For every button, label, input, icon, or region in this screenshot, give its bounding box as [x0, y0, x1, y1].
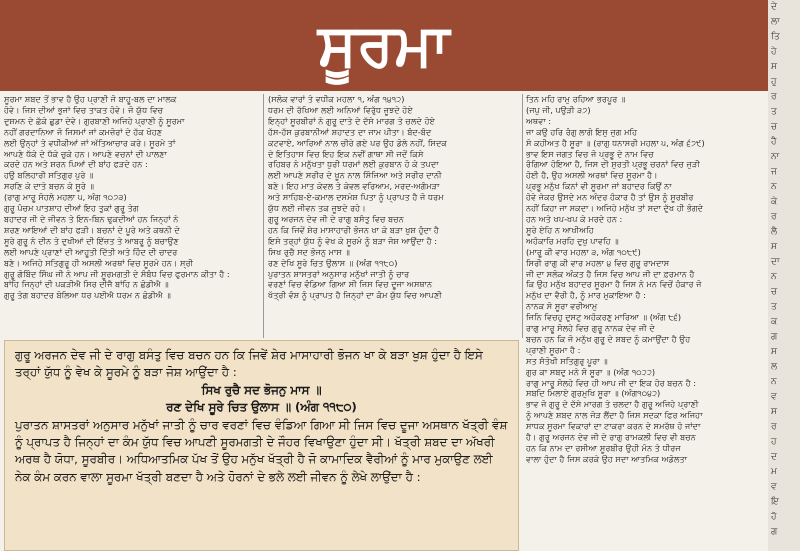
- text-line: ਨੂੰ ਆਪਣੇ ਸ਼ਬਦ ਨਾਲ ਜੋੜ ਲੈਂਦਾ ਹੈ ਜਿਸ ਸਦਕਾ ਫਿਰ ਅਜਿਹਾ: [526, 410, 703, 421]
- text-line: ਧਰਮ ਦੀ ਰੱਖਿਆ ਲਈ ਅਨਿਆਂ ਵਿਰੁੱਧ ਜੂਝਦੇ ਹੋਏ: [268, 104, 413, 115]
- text-line: ਯੁੱਧ ਲਈ ਜੀਵਨ ਤਕ ਜੂਝਦੇ ਰਹੇ।: [268, 203, 366, 214]
- highlight-paragraph: ਪੁਰਾਤਨ ਸ਼ਾਸਤਰਾਂ ਅਨੁਸਾਰ ਮਨੁੱਖਾਂ ਜਾਤੀ ਨੂੰ ਚਾਰ ਵਰਣਾਂ ਵਿਚ ਵੰਡਿਆ ਗਿਆ ਸੀ ਜਿਸ ਵਿਚ ਦੂਜਾ ਅਸਥਾਨ ਖੱਤ੍ਰੀ ਵੰਸ਼ ਨੂੰ ਪ੍ਰਾਪਤ ਹੈ ਜਿਨ੍ਹਾਂ ਦਾ ਕੰਮ ਯੁੱਧ ਵਿਚ ਆਪਣੀ ਸੂਰਮਗਤੀ ਦੇ ਜੌਹਰ ਵਿਖਾਉਣਾ ਹੁੰਦਾ ਸੀ। ਖੱਤ੍ਰੀ ਸ਼ਬਦ ਦਾ ਅੱਖਰੀ ਅਰਥ ਹੈ ਯੋਧਾ, ਸੂਰਬੀਰ। ਅਧਿਆਤਮਿਕ ਪੱਖ ਤੋਂ ਉਹ ਮਨੁੱਖ ਖੱਤ੍ਰੀ ਹੈ ਜੋ ਕਾਮਾਦਿਕ ਵੈਰੀਆਂ ਨੂੰ ਮਾਰ ਮੁਕਾਉਣ ਲਈ ਨੇਕ ਕੰਮ ਕਰਨ ਵਾਲਾ ਸੂਰਮਾ ਖੱਤ੍ਰੀ ਬਣਦਾ ਹੈ ਅਤੇ ਹੋਰਨਾਂ ਦੇ ਭਲੇ ਲਈ ਜੀਵਨ ਨੂੰ ਲੇਖੇ ਲਾਉਂਦਾ ਹੈ :: [15, 417, 508, 484]
- strip-text: ਤਿ: [771, 32, 780, 42]
- text-line: ਭਾਵ ਜੋ ਗੁਰੂ ਦੇ ਦੱਸੇ ਮਾਰਗ ਤੇ ਚਲਦਾ ਹੈ ਗੁਰੂ ਅਜਿਹੇ ਪ੍ਰਾਣੀ: [526, 399, 699, 410]
- text-line: ਹਨ ਅਤੇ ਖਪ-ਖਪ ਕੇ ਮਰਦੇ ਹਨ :: [526, 213, 623, 224]
- strip-text: ਚ: [771, 287, 778, 297]
- strip-text: ਸ: [771, 347, 777, 357]
- text-line: ਅਤੇ ਸਾਹਿਬ-ਏ-ਕਮਾਲ ਦਸਮੇਸ਼ ਪਿਤਾ ਨੂੰ ਪ੍ਰਾਪਤ ਹੈ ਜੋ ਧਰਮ: [268, 192, 444, 203]
- text-line: ਬਣੇ। ਇਹ ਮਾਤ ਕੇਵਲ ਤੇ ਕੇਵਲ ਵਰਿਆਮ, ਮਰਦ-ਅਗੰਮੜਾ: [268, 181, 440, 192]
- strip-text: ਇ: [771, 497, 779, 507]
- text-line: ਭਾਵ ਇਸ ਜਗਤ ਵਿਚ ਜੋ ਪ੍ਰਭੂ ਦੇ ਨਾਮ ਵਿਚ: [526, 148, 654, 159]
- text-line: ਮਨੁੱਖ ਦਾ ਵੈਰੀ ਹੈ, ਨੂੰ ਮਾਰ ਮੁਕਾਇਆ ਹੈ :: [526, 290, 646, 301]
- text-line: ਨਾਨਕ ਸੋ ਸੂਰਾ ਵਰੀਆਮੁ: [526, 301, 598, 312]
- strip-text: ਹੁ: [771, 77, 777, 87]
- strip-text: ਹੈ: [771, 137, 777, 147]
- strip-text: ਕ: [771, 317, 778, 327]
- text-line: ਸੂਰਮਾ ਸ਼ਬਦ ਤੋਂ ਭਾਵ ਹੈ ਉਹ ਪ੍ਰਾਣੀ ਜੋ ਬਾਹੂ-ਬਲ ਦਾ ਮਾਲਕ: [4, 94, 177, 104]
- strip-text: ਦੇ: [771, 2, 777, 12]
- strip-text: ਦ: [771, 452, 777, 462]
- text-line: ਹਨ ਕਿ ਨਾਮ ਦਾ ਰਸੀਆ ਸੂਰਬੀਰ ਉਹੀ ਮੰਨ ਤੇ ਧੀਰਜ: [526, 443, 681, 453]
- text-line: ਲਈ ਆਪਣੇ ਪ੍ਰਾਣਾਂ ਦੀ ਆਹੂਤੀ ਦਿੱਤੀ ਅਤੇ ਹਿੰਦ ਦੀ ਚਾਦਰ: [4, 246, 178, 257]
- strip-text: ਨ: [771, 272, 777, 282]
- text-line: ਨਹੀਂ ਕਿਹਾ ਜਾ ਸਕਦਾ। ਅਜਿਹੇ ਮਨੁੱਖ ਤਾਂ ਸਦਾ ਦੁੱਖ ਹੀ ਭੋਗਦੇ: [526, 203, 703, 214]
- strip-text: ਤ: [771, 107, 777, 117]
- text-line: ਬਚਨ ਹਨ ਕਿ ਜੋ ਮਨੁੱਖ ਗੁਰੂ ਦੇ ਸ਼ਬਦ ਨੂੰ ਕਮਾਉਂਦਾ ਹੈ ਉਹ: [526, 333, 691, 344]
- text-line: ਰਣ ਦੇਖਿ ਸੂਰੇ ਚਿਤ ਉਲਾਸ ॥ (ਅੰਗ ੧੧੮੦): [268, 257, 398, 268]
- strip-text: ਵ: [771, 482, 777, 492]
- column-divider: [263, 94, 264, 338]
- text-line: ਤਿਨ ਮਹਿ ਰਾਮੁ ਰਹਿਆ ਭਰਪੂਰ ॥: [526, 94, 626, 104]
- strip-text: ਚ: [771, 122, 778, 132]
- text-line: ਸੂਰੇ ਗੁਰੂ ਨੇ ਦੀਨ ਤੇ ਦੁਖੀਆਂ ਦੀ ਇੱਜ਼ਤ ਤੇ ਆਬਰੂ ਨੂੰ ਬਚਾਉਣ: [4, 235, 179, 246]
- text-line: ਬਾਂਹਿ ਜਿਨ੍ਹਾਂ ਦੀ ਪਕੜੀਐ ਸਿਰ ਦੀਜੈ ਬਾਂਹਿ ਨ ਛੋਡੀਐ ॥: [4, 279, 169, 290]
- text-line: ਰਾਗੁ ਮਾਰੂ ਸੋਲਹੇ ਵਿਚ ਗੁਰੂ ਨਾਨਕ ਦੇਵ ਜੀ ਦੇ: [526, 323, 655, 334]
- text-line: ਸ਼ਰਣ ਆਇਆਂ ਦੀ ਬਾਂਹ ਫੜੀ। ਬਚਨਾਂ ਦੇ ਪੂਰੇ ਅਤੇ ਕਥਨੀ ਦੇ: [4, 224, 180, 235]
- text-line: ਜੀ ਦਾ ਸਲੋਕ ਅੰਕਤ ਹੈ ਜਿਸ ਵਿਚ ਆਪ ਜੀ ਦਾ ਫ਼ਰਮਾਨ ਹੈ: [526, 268, 695, 279]
- text-line: ਸਿਖ ਰੁਚੈ ਸਦ ਭੋਜਨੁ ਮਾਸ ॥: [268, 246, 350, 257]
- article-column-2: [268, 94, 518, 344]
- strip-text: ਗ: [771, 332, 778, 342]
- page-title: ਸੂਰਮਾ: [317, 11, 451, 79]
- text-line: ਗੁਰ ਕਾ ਸਬਦੁ ਮਨੇ ਸੋ ਸੂਰਾ ॥ (ਅੰਗ ੧੦੨੨): [526, 366, 656, 377]
- strip-text: ਰ: [771, 212, 777, 222]
- text-line: ਅਹੰਕਾਰਿ ਮਰਹਿ ਦੁਖੁ ਪਾਵਹਿ ॥: [526, 235, 619, 246]
- adjacent-page-strip: [768, 0, 800, 551]
- text-line: ਕਰਦੇ ਹਨ ਅਤੇ ਸ਼ਰਨ ਪਿਆਂ ਦੀ ਬਾਂਹ ਫੜਦੇ ਹਨ :: [4, 159, 148, 170]
- text-line: ਗੁਰੂ ਤੇਗ ਬਹਾਦਰ ਬੋਲਿਆ ਧਰ ਪਈਐ ਧਰਮ ਨ ਛੋਡੀਐ ॥: [4, 290, 171, 301]
- text-line: ਰਾਗੁ ਮਾਰੂ ਸੋਲਹੇ ਵਿਚ ਹੀ ਆਪ ਜੀ ਦਾ ਇਕ ਹੋਰ ਬਚਨ ਹੈ :: [526, 377, 697, 388]
- text-line: ਸਾਧਕ ਸੂਰਮਾ ਵਿਕਾਰਾਂ ਦਾ ਟਾਕਰਾ ਕਰਨ ਦੇ ਸਮਰੱਥ ਹੋ ਜਾਂਦਾ: [526, 421, 701, 432]
- text-line: ਇਨ੍ਹਾਂ ਸੂਰਬੀਰਾਂ ਨੇ ਗੁਰੂ ਦਾਤੇ ਦੇ ਦੱਸੇ ਮਾਰਗ ਤੇ ਚਲਦੇ ਹੋਏ: [268, 115, 435, 126]
- text-line: ਕਿ ਉਹ ਮਨੁੱਖ ਬਹਾਦਰ ਸੂਰਮਾ ਹੈ ਜਿਸ ਨੇ ਮਨ ਵਿਚੋਂ ਹੰਕਾਰ ਜੋ: [526, 279, 702, 290]
- strip-text: ਕੇ: [771, 197, 778, 207]
- strip-text: ਰ: [771, 92, 777, 102]
- strip-text: ਵ: [771, 392, 777, 402]
- text-line: ਪ੍ਰਭੂ ਮਨੁੱਖ ਕਿਨਾਂ ਵੀ ਸੂਰਮਾ ਜਾਂ ਬਹਾਦਰ ਕਿਉਂ ਨਾ: [526, 181, 672, 192]
- text-line: ਸਿਰੀ ਰਾਗੁ ਕੀ ਵਾਰ ਮਹਲਾ ੪ ਵਿਚ ਗੁਰੂ ਰਾਮਦਾਸ: [526, 257, 670, 268]
- text-line: ਗੁਰੂ ਗੋਬਿੰਦ ਸਿੰਘ ਜੀ ਨੇ ਆਪ ਜੀ ਸੂਰਮਗਤੀ ਦੇ ਸੰਬੰਧ ਵਿਚ ਫੁਰਮਾਨ ਕੀਤਾ ਹੈ :: [4, 268, 230, 279]
- text-line: ਸੋ ਕਹੀਅਤ ਹੈ ਸੂਰਾ ॥ (ਰਾਗੁ ਧਨਾਸਰੀ ਮਹਲਾ ੫, ਅੰਗ ੬੭੯): [526, 137, 705, 148]
- strip-text: ਸ: [771, 242, 777, 252]
- text-line: (ਸਲੋਕ ਵਾਰਾਂ ਤੇ ਵਧੀਕ ਮਹਲਾ ੧, ਅੰਗ ੧੪੧੨): [268, 94, 405, 104]
- text-line: ਰੰਗਿਆ ਹੋਇਆ ਹੈ, ਜਿਸ ਦੀ ਸੁਰਤੀ ਪ੍ਰਭੂ ਚਰਨਾਂ ਵਿਚ ਜੁੜੀ: [526, 159, 700, 170]
- strip-text: ਸ: [771, 407, 777, 417]
- strip-text: ਗ: [771, 527, 778, 537]
- masthead-banner: [0, 0, 768, 91]
- strip-text: ਦਾ: [771, 257, 780, 267]
- highlight-box: [4, 340, 519, 551]
- text-line: ਹਉ ਬਲਿਹਾਰੀ ਸਤਿਗੁਰ ਪੁਰੇ ॥: [4, 170, 94, 181]
- article-column-1: [4, 94, 260, 344]
- text-line: (ਜਪੁ ਜੀ, ਪਉੜੀ ੩੭): [526, 104, 591, 115]
- column-divider: [522, 94, 523, 338]
- text-line: ਹੋਵੇ। ਜਿਸ ਦੀਆਂ ਭੁਜਾਂ ਵਿਚ ਤਾਕਤ ਹੋਵੇ। ਜੋ ਯੁੱਧ ਵਿਚ: [4, 104, 164, 115]
- strip-text: ਰ: [771, 422, 777, 432]
- text-line: ਇਸੇ ਤਰ੍ਹਾਂ ਯੁੱਧ ਨੂੰ ਵੇਖ ਕੇ ਸੂਰਮੇ ਨੂੰ ਬੜਾ ਜੋਸ਼ ਆਉਂਦਾ ਹੈ :: [268, 235, 438, 246]
- text-line: ਸਬਦਿ ਮਿਲਾਏ ਗੁਰਮੁਖਿ ਸੂਰਾ ॥ (ਅੰਗ੧੦੪੨): [526, 388, 661, 399]
- strip-text: ਲ: [771, 362, 778, 372]
- strip-text: ਹੋ: [771, 512, 777, 522]
- text-line: ਪੁਰਾਤਨ ਸ਼ਾਸਤਰਾਂ ਅਨੁਸਾਰ ਮਨੁੱਖਾਂ ਜਾਤੀ ਨੂੰ ਚਾਰ: [268, 268, 410, 279]
- strip-text: ਸ: [771, 62, 777, 72]
- text-line: ਪ੍ਰਾਣੀ ਸੂਰਮਾ ਹੈ :: [526, 344, 581, 355]
- text-line: ਖੱਤ੍ਰੀ ਵੰਸ਼ ਨੂੰ ਪ੍ਰਾਪਤ ਹੈ ਜਿਨ੍ਹਾਂ ਦਾ ਕੰਮ ਯੁੱਧ ਵਿਚ ਆਪਣੀ: [268, 290, 442, 301]
- highlight-paragraph: ਗੁਰੂ ਅਰਜਨ ਦੇਵ ਜੀ ਦੇ ਰਾਗੁ ਬਸੰਤੁ ਵਿਚ ਬਚਨ ਹਨ ਕਿ ਜਿਵੇਂ ਸ਼ੇਰ ਮਾਸਾਹਾਰੀ ਭੋਜਨ ਖਾ ਕੇ ਬੜਾ ਖੁਸ਼ ਹੁੰਦਾ ਹੈ ਇਸੇ ਤਰ੍ਹਾਂ ਯੁੱਧ ਨੂੰ ਵੇਖ ਕੇ ਸੂਰਮੇ ਨੂੰ ਬੜਾ ਜੋਸ਼ ਆਉਂਦਾ ਹੈ :: [15, 348, 483, 380]
- text-line: ਲਈ ਉਨ੍ਹਾਂ ਤੇ ਵਧੀਕੀਆਂ ਜਾਂ ਅੱਤਿਆਚਾਰ ਕਰੇ। ਸੂਰਮੇ ਤਾਂ: [4, 137, 176, 148]
- strip-text: ਨਾ: [771, 152, 780, 162]
- text-line: ਹੋਈ ਹੈ, ਉਹ ਅਸਲੀ ਅਰਥਾਂ ਵਿਚ ਸੂਰਮਾ ਹੈ।: [526, 170, 658, 181]
- strip-text: ਮ: [771, 467, 777, 477]
- text-line: ਨਹੀਂ ਗਰਦਾਨਿਆ ਜੋ ਜਿਸਮਾਂ ਜਾਂ ਕਮਜ਼ੋਰਾਂ ਦੇ ਹੱਕ ਖੋਹਣ: [4, 126, 163, 137]
- text-line: ਹੱਸ-ਹੱਸ ਕੁਰਬਾਨੀਆਂ ਸ਼ਹਾਦਤ ਦਾ ਜਾਮ ਪੀਤਾ। ਬੰਦ-ਬੰਦ: [268, 126, 432, 137]
- text-line: ਕਟਵਾਏ, ਆਰਿਆਂ ਨਾਲ ਚੀਰੇ ਗਏ ਪਰ ਉਹ ਡੋਲੇ ਨਹੀਂ, ਸਿਦਕ: [268, 137, 447, 148]
- text-line: ਜਿਨਿ ਵਿਚਹੁ ਦੁਸਟੁ ਅਹੰਕਰਣੁ ਮਾਰਿਆ ॥ (ਅੰਗ ੮੬): [526, 312, 682, 323]
- strip-text: ਨ: [771, 377, 777, 387]
- article-column-3: [526, 94, 766, 551]
- strip-text: ਲਾ: [771, 17, 780, 27]
- highlight-quote: ਸਿਖ ਰੁਚੈ ਸਦ ਭੋਜਨੁ ਮਾਸ ॥: [201, 382, 322, 397]
- text-line: ਸਤ ਸੰਤੋਖੀ ਸਤਿਗੁਰੁ ਪੂਰਾ ॥: [526, 355, 608, 366]
- text-line: ਹੈ। ਗੁਰੂ ਅਰਜਨ ਦੇਵ ਜੀ ਦੇ ਰਾਗੁ ਰਾਮਕਲੀ ਵਿਚ ਵੀ ਬਚਨ: [526, 432, 696, 443]
- text-line: ਅਥਵਾ :: [526, 115, 552, 126]
- text-line: ਹੋਵੇ ਜੇਕਰ ਉਸਦੇ ਮਨ ਅੰਦਰ ਹੰਕਾਰ ਹੈ ਤਾਂ ਉਸ ਨੂੰ ਸੂਰਬੀਰ: [526, 192, 694, 203]
- text-line: ਸੂਰੇ ਏਹਿ ਨ ਆਖੀਅਹਿ: [526, 224, 594, 235]
- text-line: ਰਹਿਬਰ ਨੇ ਮਨੁੱਖਤਾ ਧੁਰੀ ਧਰਮਾਂ ਲਈ ਕੁਰਬਾਨ ਹੋ ਕੇ ਤਪਦਾ: [268, 159, 439, 170]
- text-line: ਵਾਲਾ ਹੁੰਦਾ ਹੈ ਜਿਸ ਕਰਕੇ ਉਹ ਸਦਾ ਆਤਮਿਕ ਅਡੋਲਤਾ: [526, 453, 688, 464]
- strip-text: ਨ: [771, 182, 777, 192]
- text-line: ਬਹਾਦਰ ਜੀ ਦੇ ਜੀਵਨ ਤੇ ਇਨ-ਬਿਨ ਢੁਕਦੀਆਂ ਹਨ ਜਿਨ੍ਹਾਂ ਨੇ: [4, 213, 179, 224]
- text-line: ਵਰਣਾਂ ਵਿਚ ਵੰਡਿਆ ਗਿਆ ਸੀ ਜਿਸ ਵਿਚ ਦੂਜਾ ਅਸਥਾਨ: [268, 279, 433, 290]
- text-line: ਗੁਰੂ ਪੰਚਮ ਪਾਤਸ਼ਾਹ ਦੀਆਂ ਇਹ ਤੁਕਾਂ ਗੁਰੂ ਤੇਗ: [4, 203, 139, 214]
- text-line: ਦੇ ਇਤਿਹਾਸ ਵਿਚ ਇਹ ਇਕ ਨਵੀਂ ਗਾਥਾ ਸੀ ਜਦੋਂ ਕਿਸੇ: [268, 148, 424, 159]
- strip-text: ਹ: [771, 437, 777, 447]
- text-line: ਜਾ ਕਉ ਹਰਿ ਰੰਗੁ ਲਾਗੋ ਇਸੁ ਜੁਗ ਮਹਿ: [526, 126, 638, 137]
- strip-text: ਹੇ: [771, 47, 777, 57]
- strip-text: ਤ: [771, 302, 777, 312]
- text-line: ਦੁਸ਼ਮਨ ਦੇ ਛੱਕੇ ਛੁਡਾ ਦੇਵੇ। ਗੁਰਬਾਣੀ ਅਜਿਹੇ ਪ੍ਰਾਣੀ ਨੂੰ ਸੂਰਮਾ: [4, 115, 185, 126]
- text-line: ਸਰਣਿ ਕੇ ਦਾਤੇ ਬਚਨ ਕੇ ਸੂਰੇ ॥: [4, 181, 95, 192]
- strip-text: ਲੈ: [771, 227, 778, 237]
- text-line: ਲਈ ਆਪਣੇ ਸਰੀਰ ਦੇ ਖੂਨ ਨਾਲ ਸਿੰਜਿਆ ਅਤੇ ਸਰੀਰ ਦਾਨੀ: [268, 170, 442, 181]
- highlight-quote: ਰਣ ਦੇਖਿ ਸੂਰੇ ਚਿਤ ਉਲਾਸ ॥ (ਅੰਗ ੧੧੮੦): [166, 400, 357, 415]
- text-line: (ਮਾਰੂ ਕੀ ਵਾਰ ਮਹਲਾ ੩, ਅੰਗ ੧੦੮੯): [526, 246, 641, 257]
- text-line: ਹਨ ਕਿ ਜਿਵੇਂ ਸ਼ੇਰ ਮਾਸਾਹਾਰੀ ਭੋਜਨ ਖਾ ਕੇ ਬੜਾ ਖੁਸ਼ ਹੁੰਦਾ ਹੈ: [268, 224, 439, 235]
- text-line: (ਰਾਗੁ ਮਾਰੂ ਸੋਹਲੇ ਮਹਲਾ ੫, ਅੰਗ ੧੦੭੩): [4, 192, 127, 203]
- strip-text: ਜ: [771, 167, 777, 177]
- text-line: ਬਣੇ। ਅਜਿਹੇ ਸਤਿਗੁਰੂ ਹੀ ਅਸਲੀ ਅਰਥਾਂ ਵਿਚ ਸੂਰਮੇ ਹਨ। ਸ੍ਰੀ: [4, 257, 193, 268]
- text-line: ਗੁਰੂ ਅਰਜਨ ਦੇਵ ਜੀ ਦੇ ਰਾਗੁ ਬਸੰਤੁ ਵਿਚ ਬਚਨ: [268, 213, 404, 224]
- text-line: ਆਪਣੇ ਧੱਕੇ ਦੇ ਧੱਕੇ ਚੁਕੇ ਹਨ। ਆਪਣੇ ਵਚਨਾਂ ਦੀ ਪਾਲਣਾ: [4, 148, 167, 159]
